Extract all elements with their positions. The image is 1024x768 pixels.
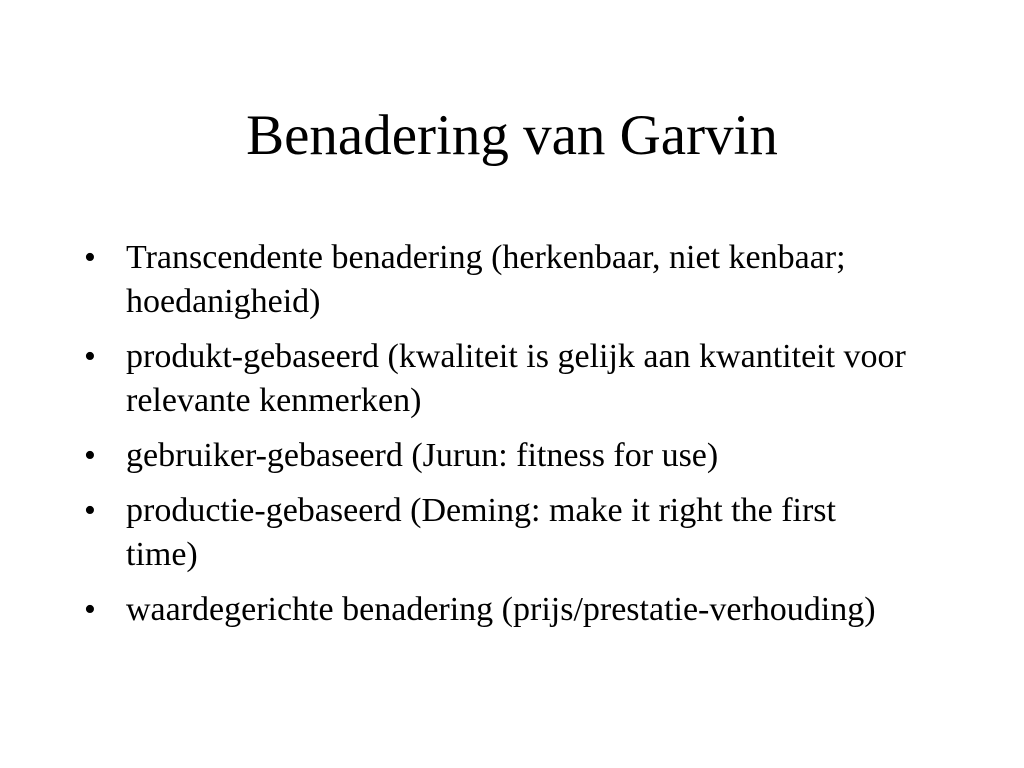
bullet-item-product-based bbox=[82, 335, 912, 423]
bullet-icon: • bbox=[84, 492, 96, 529]
bullet-icon: • bbox=[84, 437, 96, 474]
bullet-icon: • bbox=[84, 239, 96, 276]
bullet-item-value-based bbox=[82, 588, 912, 632]
bullet-icon: • bbox=[84, 591, 96, 628]
bullet-item-production-based bbox=[82, 489, 912, 577]
bullet-item-user-based bbox=[82, 434, 912, 478]
bullet-text: Transcendente benadering (herkenbaar, niet kenbaar; hoedanigheid) bbox=[126, 239, 846, 320]
bullet-icon: • bbox=[84, 338, 96, 375]
bullet-text: gebruiker-gebaseerd (Jurun: fitness for use) bbox=[126, 437, 719, 474]
bullet-list bbox=[82, 236, 912, 643]
slide-title: Benadering van Garvin bbox=[246, 104, 778, 167]
bullet-text: waardegerichte benadering (prijs/prestatie-verhouding) bbox=[126, 591, 876, 628]
bullet-text: productie-gebaseerd (Deming: make it right the first time) bbox=[126, 492, 836, 573]
bullet-item-transcendent bbox=[82, 236, 912, 324]
bullet-text: produkt-gebaseerd (kwaliteit is gelijk aan kwantiteit voor relevante kenmerken) bbox=[126, 338, 906, 419]
